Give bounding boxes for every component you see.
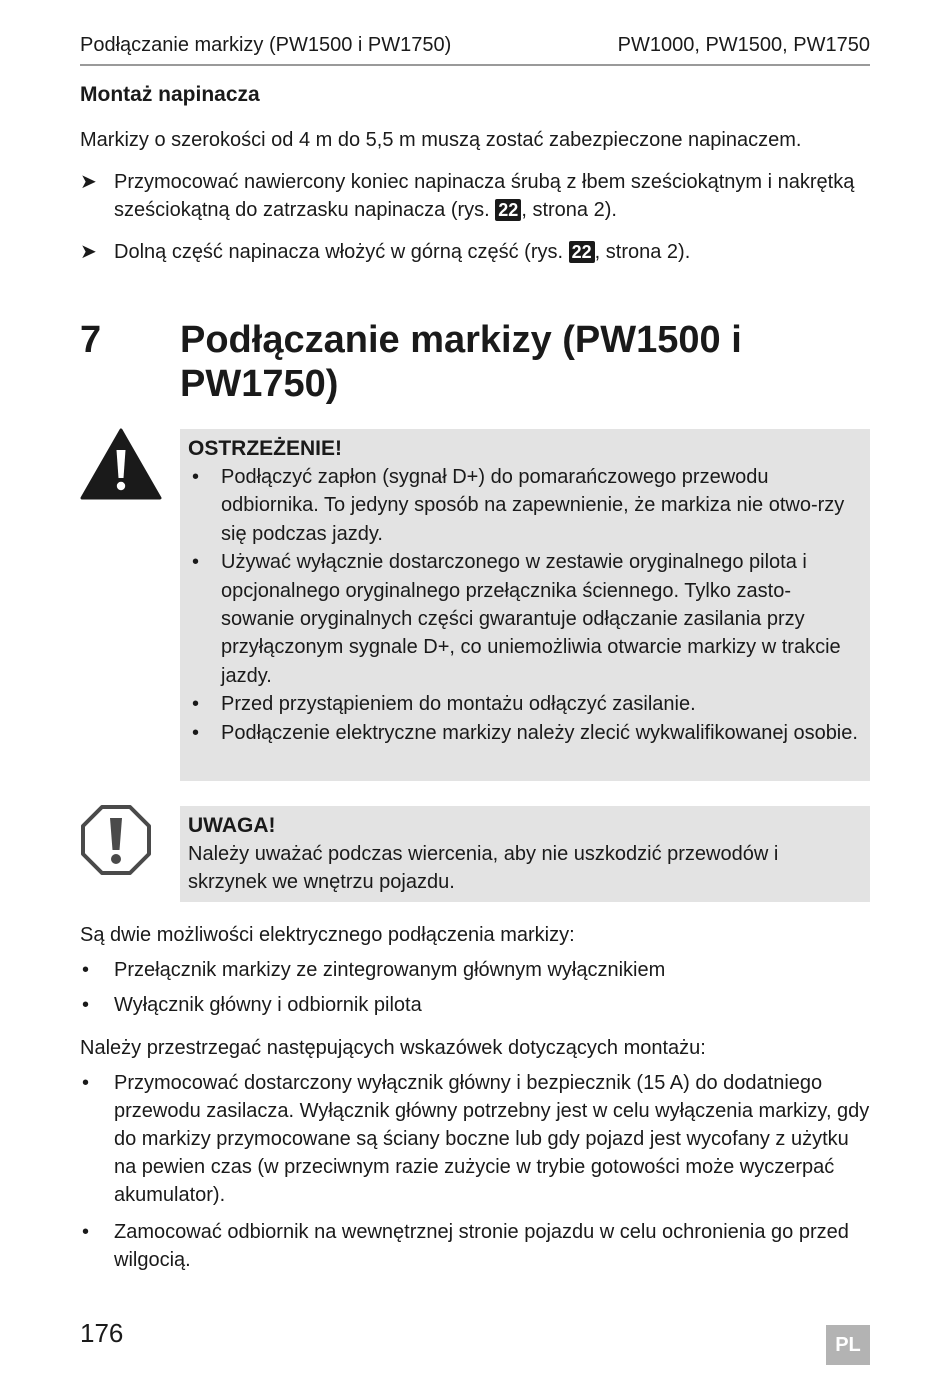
step-text: Dolną część napinacza włożyć w górną część (rys. [114, 241, 569, 263]
bullet-icon: • [82, 959, 90, 981]
bullet-icon: • [82, 994, 90, 1016]
arrow-icon: ➤ [80, 241, 97, 263]
notice-box [180, 806, 870, 902]
bullet-icon: • [192, 466, 200, 488]
intro-paragraph: Markizy o szerokości od 4 m do 5,5 m muszą zostać zabezpieczone napinaczem. [80, 129, 802, 151]
warning-triangle-icon [80, 428, 162, 500]
notice-title: UWAGA! [188, 814, 276, 837]
option-text: Przełącznik markizy ze zintegrowanym głównym wyłącznikiem [114, 959, 666, 981]
list-item [80, 1069, 870, 1209]
page-header [80, 30, 870, 66]
header-section-title: Podłączanie markizy (PW1500 i PW1750) [80, 34, 452, 56]
list-item [188, 463, 862, 548]
figure-reference: 22 [495, 199, 521, 221]
warning-list [188, 463, 862, 747]
bullet-icon: • [82, 1221, 90, 1243]
option-text: Wyłącznik główny i odbiornik pilota [114, 994, 422, 1016]
page-number: 176 [80, 1318, 124, 1348]
note-text: Przymocować dostarczony wyłącznik główny i bezpiecznik (15 A) do dodatniego przewodu zasilacza. Wyłącznik główny potrzebny jest w celu wyłączenia markizy, gdy do markizy przymocowane są ściany boczne lub gdy pojazd jest wycofany z użytku na pewien czas (w przeciwnym razie zużycie w trybie gotowości może wyczerpać akumulator). [114, 1072, 870, 1206]
step-text-end: , strona 2). [521, 199, 617, 221]
warning-item-text: Używać wyłącznie dostarczonego w zestawie oryginalnego pilota i opcjonalnego oryginalnego przełącznika ściennego. Tylko zasto-sowanie oryginalnych części gwarantuje odłączanie zasilania przy przyłączonym sygnale D+, co uniemożliwia otwarcie markizy w trakcie jazdy. [221, 551, 841, 687]
language-tab: PL [826, 1325, 870, 1365]
instruction-step [80, 168, 870, 224]
warning-box [180, 429, 870, 781]
list-item [188, 719, 862, 747]
bullet-icon: • [192, 551, 200, 574]
list-item [188, 548, 862, 690]
caution-octagon-icon [80, 804, 152, 876]
step-text: Przymocować nawiercony koniec napinacza śrubą z łbem sześciokątnym i nakrętką sześciokątną do zatrzasku napinacza (rys. [114, 171, 855, 221]
warning-title: OSTRZEŻENIE! [188, 437, 343, 460]
warning-item-text: Podłączenie elektryczne markizy należy zlecić wykwalifikowanej osobie. [221, 721, 858, 744]
warning-item-text: Podłączyć zapłon (sygnał D+) do pomarańczowego przewodu odbiornika. To jedyny sposób na zapewnienie, że markiza nie otwo-rzy się podczas jazdy. [221, 466, 845, 545]
arrow-icon: ➤ [80, 171, 97, 193]
mounting-notes-intro: Należy przestrzegać następujących wskazówek dotyczących montażu: [80, 1037, 706, 1059]
header-models: PW1000, PW1500, PW1750 [617, 34, 870, 56]
subheading: Montaż napinacza [80, 83, 260, 106]
figure-reference: 22 [569, 241, 595, 263]
bullet-icon: • [82, 1072, 90, 1094]
chapter-number: 7 [80, 319, 102, 361]
list-item [80, 1218, 870, 1274]
step-text-end: , strona 2). [594, 241, 691, 263]
list-item [80, 956, 870, 984]
chapter-title: Podłączanie markizy (PW1500 i PW1750) [180, 319, 742, 405]
bullet-icon: • [192, 693, 200, 716]
instruction-step [80, 238, 870, 266]
notice-text: Należy uważać podczas wiercenia, aby nie uszkodzić przewodów i skrzynek we wnętrzu pojazdu. [188, 843, 779, 894]
warning-item-text: Przed przystąpieniem do montażu odłączyć zasilanie. [221, 693, 696, 716]
bullet-icon: • [192, 721, 200, 744]
list-item [80, 991, 870, 1019]
connection-intro: Są dwie możliwości elektrycznego podłączenia markizy: [80, 924, 575, 946]
list-item [188, 690, 862, 718]
note-text: Zamocować odbiornik na wewnętrznej stronie pojazdu w celu ochronienia go przed wilgocią. [114, 1221, 849, 1271]
